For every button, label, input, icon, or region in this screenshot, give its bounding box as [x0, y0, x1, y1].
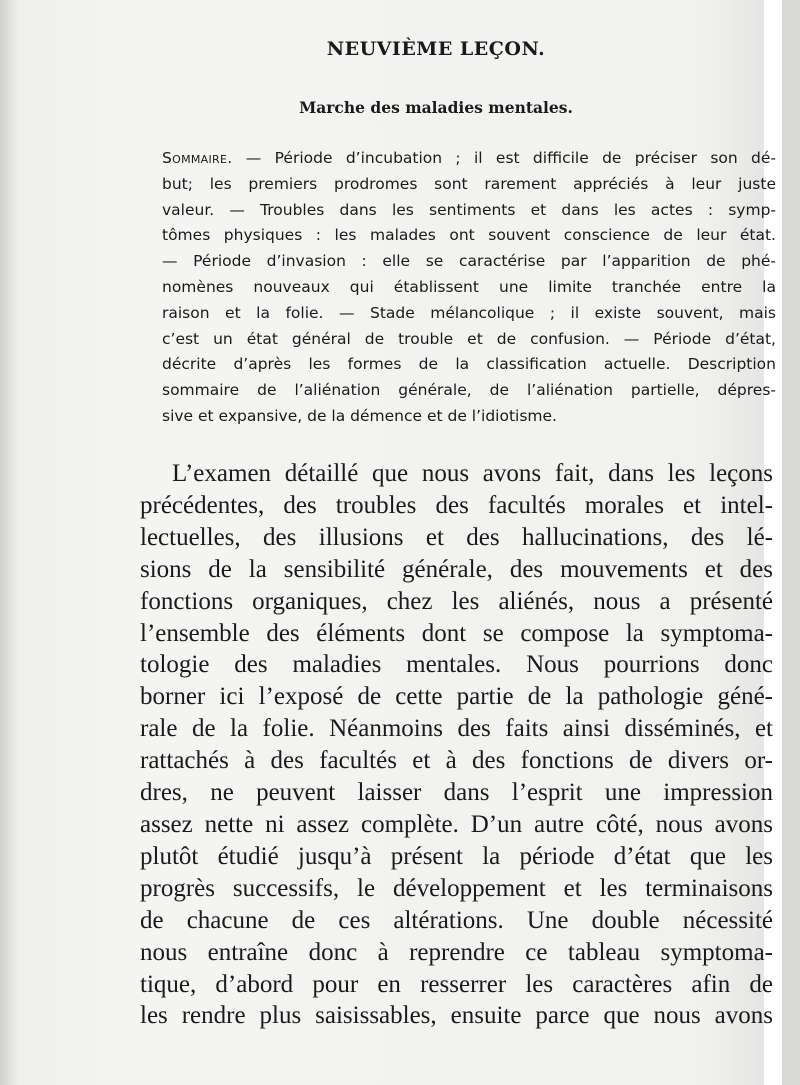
summary-line: valeur. — Troubles dans les sentiments et dans les actes : symp-: [162, 200, 776, 219]
summary-line: nomènes nouveaux qui établissent une limite tranchée entre la: [162, 277, 776, 296]
body-line: lectuelles, des illusions et des hallucinations, des lé-: [140, 523, 773, 551]
body-line: assez nette ni assez complète. D’un autre côté, nous avons: [140, 810, 773, 838]
summary-line: sommaire de l’aliénation générale, de l’aliénation partielle, dépres-: [162, 381, 776, 400]
body-line: plutôt étudié jusqu’à présent la période d’état que les: [140, 842, 773, 870]
summary-line: sive et expansive, de la démence et de l’idiotisme.: [162, 406, 557, 425]
body-line: dres, ne peuvent laisser dans l’esprit une impression: [140, 779, 773, 807]
body-line: rale de la folie. Néanmoins des faits ainsi disséminés, et: [140, 715, 773, 743]
body-line: fonctions organiques, chez les aliénés, nous a présenté: [140, 587, 773, 615]
summary-line: but; les premiers prodromes sont rarement appréciés à leur juste: [162, 174, 776, 193]
body-line: borner ici l’exposé de cette partie de la pathologie géné-: [140, 683, 773, 711]
chapter-subtitle: Marche des maladies mentales.: [299, 98, 573, 117]
summary-line: tômes physiques : les malades ont souvent conscience de leur état.: [162, 226, 776, 245]
body-paragraph: [140, 458, 773, 1032]
chapter-summary: [162, 146, 776, 430]
body-line: rattachés à des facultés et à des fonctions de divers or-: [140, 747, 773, 775]
body-line: tique, d’abord pour en resserrer les caractères afin de: [140, 970, 773, 998]
summary-line: décrite d’après les formes de la classification actuelle. Description: [162, 355, 776, 374]
summary-line-text: — Période d’incubation ; il est difficile de préciser son dé-: [232, 149, 776, 167]
body-line: progrès successifs, le développement et les terminaisons: [140, 874, 773, 902]
body-line: nous entraîne donc à reprendre ce tableau symptoma-: [140, 938, 773, 966]
body-line: sions de la sensibilité générale, des mouvements et des: [140, 555, 773, 583]
body-line: les rendre plus saisissables, ensuite parce que nous avons: [140, 1002, 773, 1030]
body-line: l’ensemble des éléments dont se compose la symptoma-: [140, 619, 773, 647]
body-line: tologie des maladies mentales. Nous pourrions donc: [140, 651, 773, 679]
body-line: L’examen détaillé que nous avons fait, dans les leçons: [172, 460, 773, 487]
chapter-title: NEUVIÈME LEÇON.: [326, 38, 546, 60]
summary-line: — Période d’invasion : elle se caractérise par l’apparition de phé-: [162, 252, 776, 271]
summary-line: [162, 146, 776, 172]
body-line: précédentes, des troubles des facultés morales et intel-: [140, 491, 773, 519]
summary-label: Sommaire.: [162, 149, 233, 167]
body-line: de chacune de ces altérations. Une double nécessité: [140, 906, 773, 934]
summary-line: raison et la folie. — Stade mélancolique ; il existe souvent, mais: [162, 303, 776, 322]
summary-line: c’est un état général de trouble et de confusion. — Période d’état,: [162, 329, 776, 348]
